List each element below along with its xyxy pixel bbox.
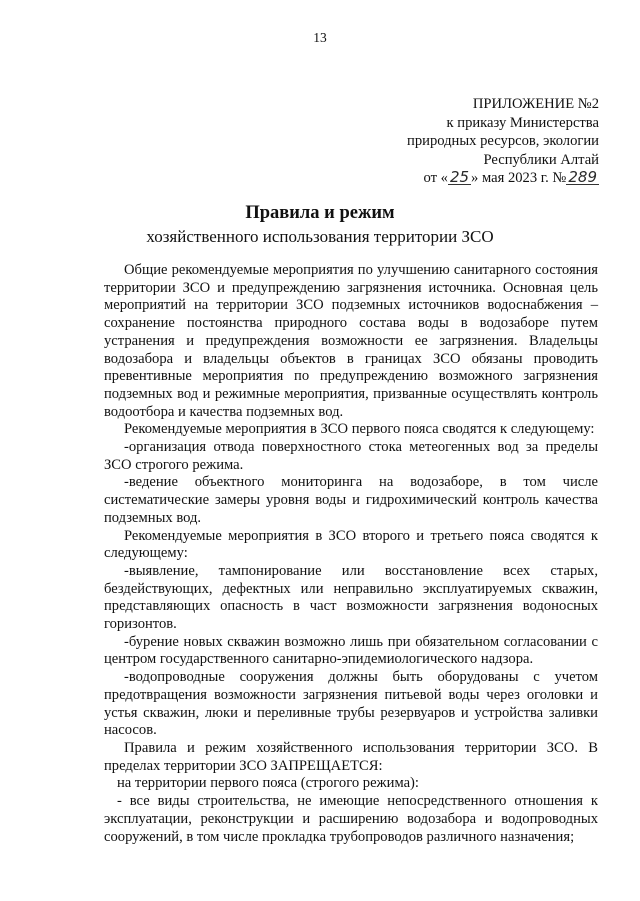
date-prefix: от « (423, 170, 448, 186)
paragraph-first-zone-territory: на территории первого пояса (строгого режима): (117, 775, 419, 792)
document-title: Правила и режим (245, 203, 395, 223)
document-subtitle: хозяйственного использования территории ЗСО (146, 227, 494, 246)
list-item-drilling: -бурение новых скважин возможно лишь при обязательном согласовании с центром государственного санитарно-эпидемиологического надзора. (104, 633, 598, 668)
appendix-header (407, 95, 599, 188)
paragraph-second-third-zone-intro: Рекомендуемые мероприятия в ЗСО второго и третьего пояса сводятся к следующему: (104, 527, 598, 562)
list-item-monitoring: -ведение объектного мониторинга на водозаборе, в том числе систематические замеры уровня воды и гидрохимический контроль качества подземных вод. (104, 474, 598, 526)
list-item-facilities: -водопроводные сооружения должны быть оборудованы с учетом предотвращения возможности загрязнения питьевой воды через оголовки и устья скважин, люки и переливные трубы резервуаров и устройства заливки насосов. (104, 669, 598, 739)
handwritten-date-day: 25 (449, 168, 470, 186)
appendix-date-line (407, 169, 599, 188)
date-middle: » мая 2023 г. № (471, 170, 567, 186)
list-item-construction: - все виды строительства, не имеющие непосредственного отношения к эксплуатации, реконструкции и расширению водозабора и водопроводных сооружений, в том числе прокладка трубопроводов различного назначения; (104, 793, 598, 845)
appendix-line-resources: природных ресурсов, экологии (407, 133, 599, 149)
paragraph-first-zone-intro: Рекомендуемые мероприятия в ЗСО первого пояса сводятся к следующему: (124, 421, 595, 438)
page-number: 13 (313, 30, 327, 45)
list-item-wells: -выявление, тампонирование или восстановление всех старых, бездействующих, дефектных или неправильно эксплуатируемых скважин, представляющих опасность в част возможности загрязнения водоносных горизонтов. (104, 562, 598, 633)
list-item-runoff: -организация отвода поверхностного стока метеогенных вод за пределы ЗСО строгого режима. (104, 439, 598, 473)
appendix-title: ПРИЛОЖЕНИЕ №2 (472, 96, 599, 112)
handwritten-order-number: 289 (568, 168, 597, 186)
paragraph-general-measures: Общие рекомендуемые мероприятия по улучшению санитарного состояния территории ЗСО и предупреждению загрязнения источника. Основная цель мероприятий на территории ЗСО подземных источников водоснабжения – сохранение постоянства природного состава воды в водозаборе путем устранения и предупреждения возможности ее загрязнения. Владельцы водозабора и владельцы объектов в границах ЗСО обязаны проводить превентивные мероприятия по предупреждению возможного загрязнения подземных вод и режимные мероприятия, призванные осуществлять контроль водоотбора и качества подземных вод. (104, 262, 598, 420)
appendix-line-republic: Республики Алтай (483, 151, 599, 168)
appendix-line-ministry: к приказу Министерства (446, 114, 599, 131)
document-body (104, 262, 598, 846)
paragraph-prohibitions: Правила и режим хозяйственного использования территории ЗСО. В пределах территории ЗСО ЗАПРЕЩАЕТСЯ: (104, 739, 598, 774)
